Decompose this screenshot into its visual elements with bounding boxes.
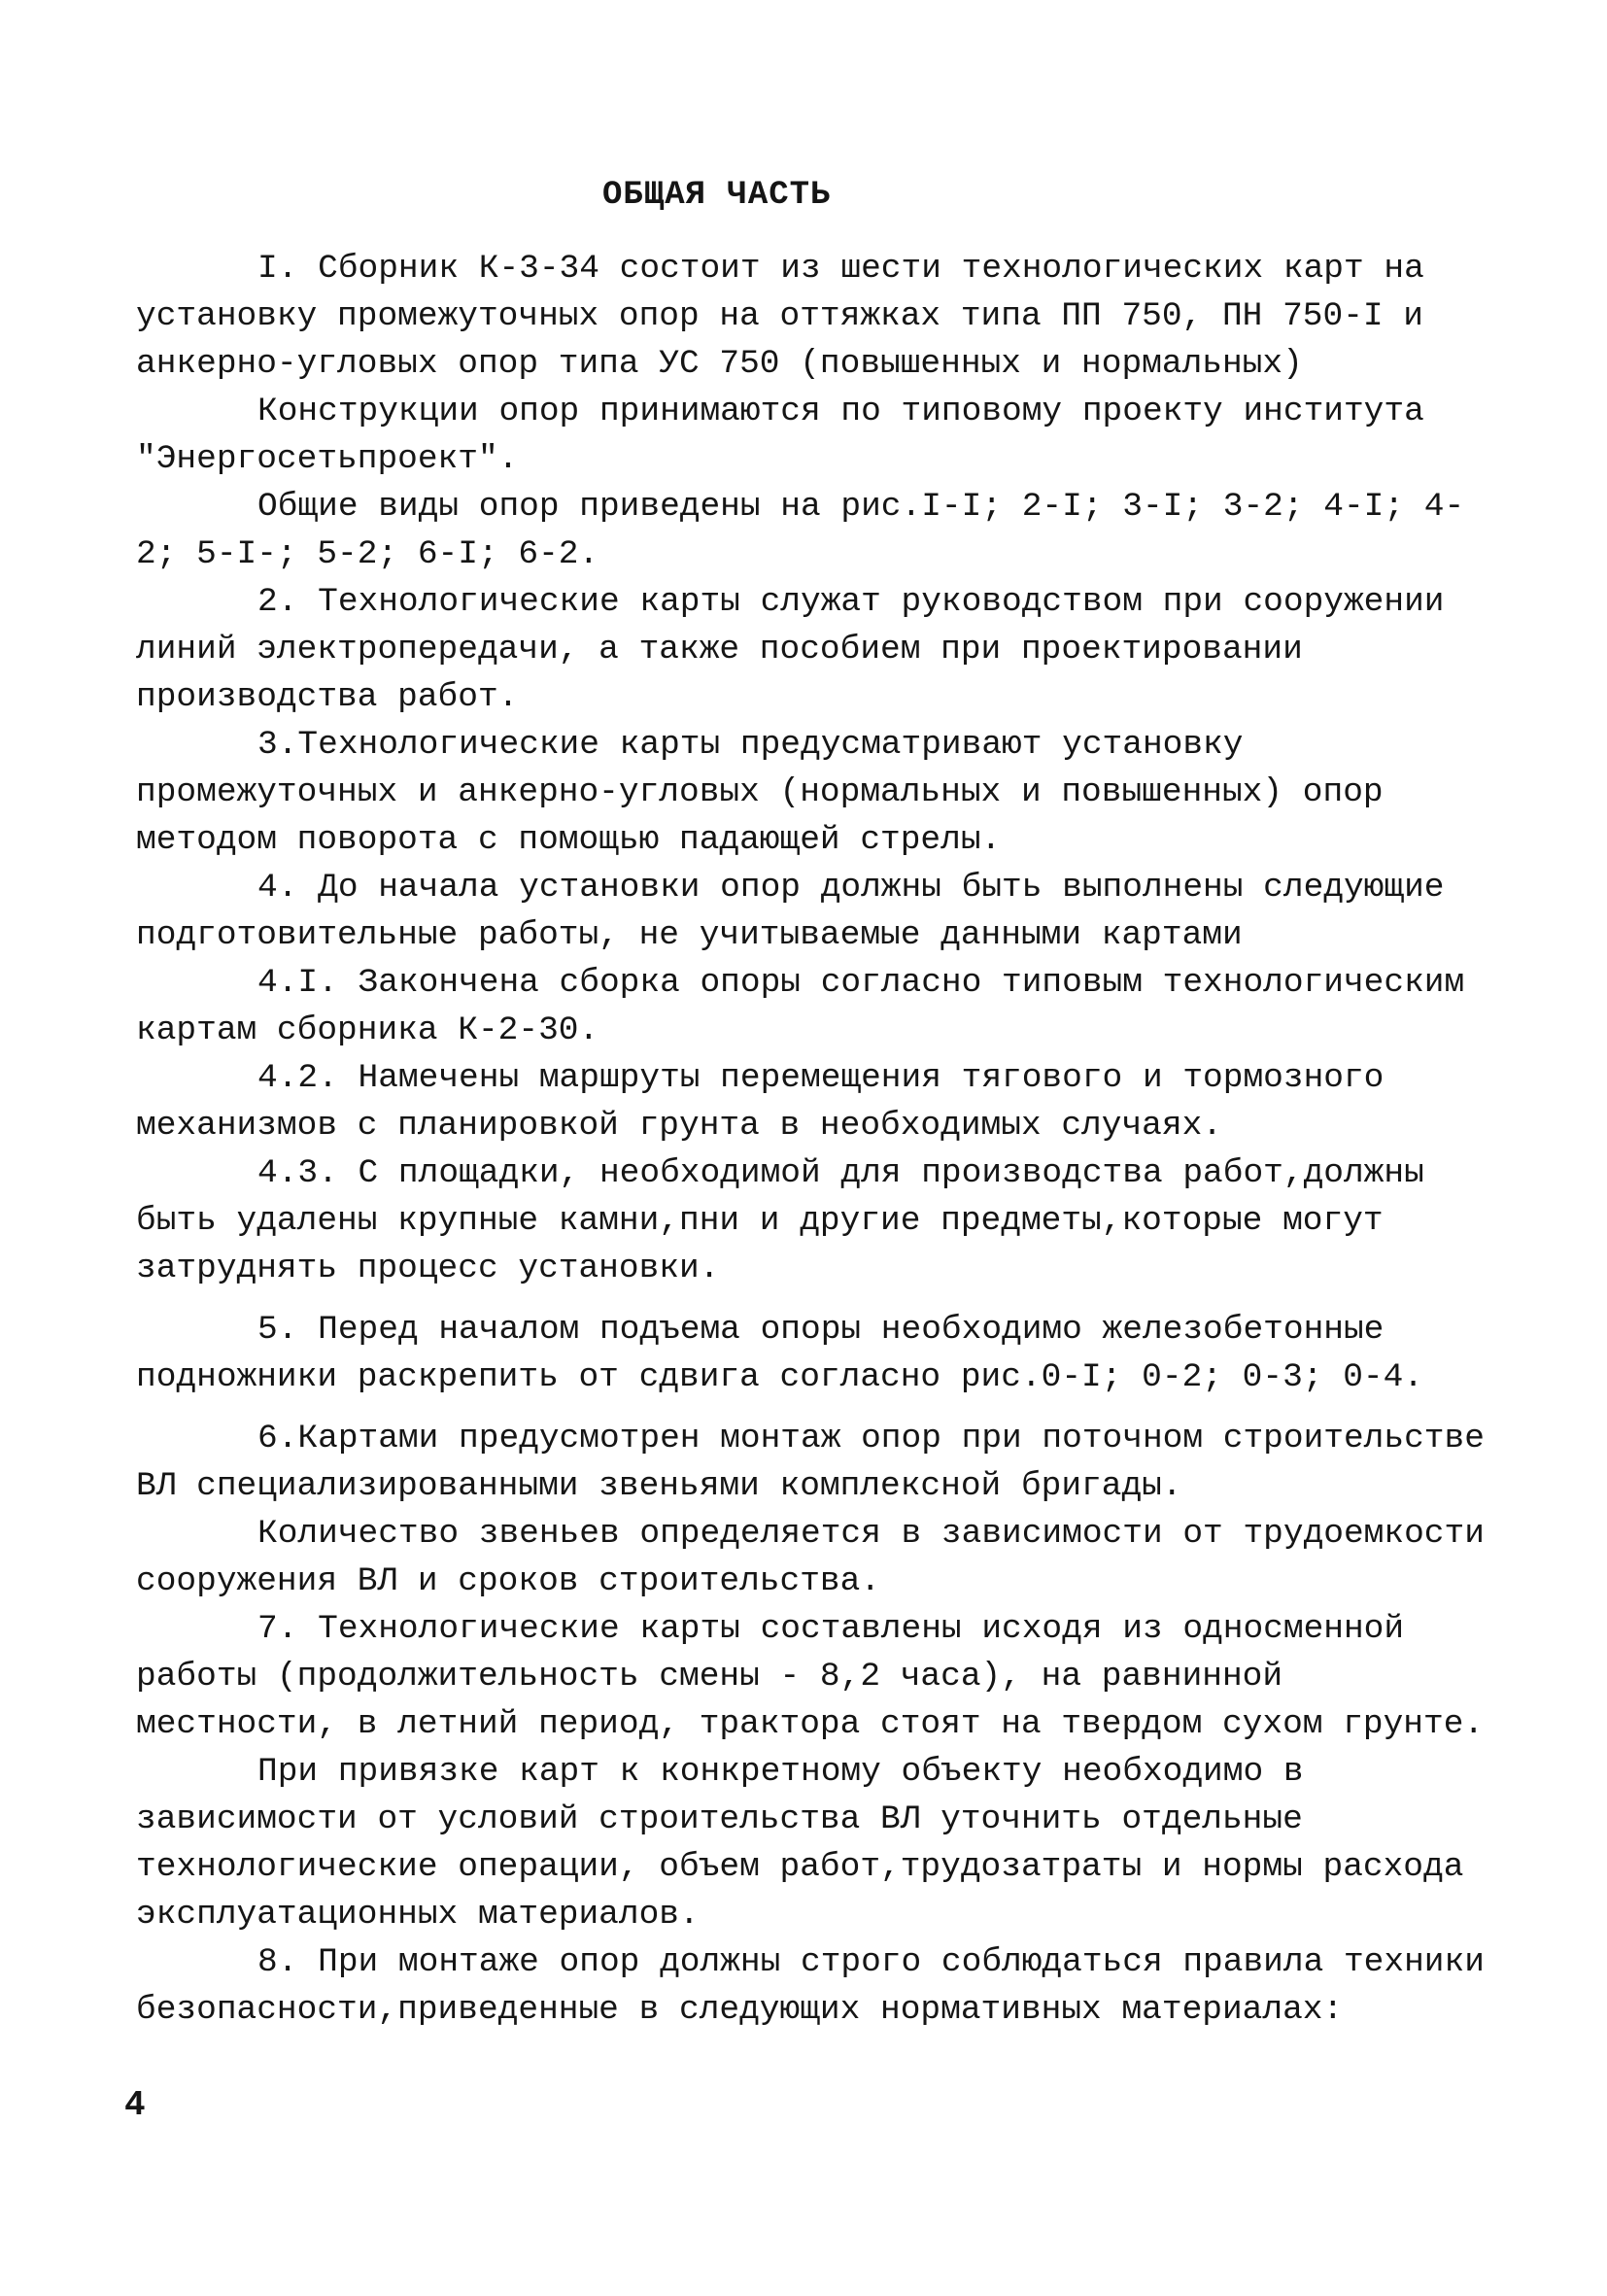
paragraph-9: 4.3. С площадки, необходимой для производства работ,должны быть удалены крупные камни,пни и другие предметы,которые могут затруднять процесс установки.	[136, 1154, 1445, 1287]
paragraph-5: 3.Технологические карты предусматривают установку промежуточных и анкерно-угловых (нормальных и повышенных) опор методом поворота с помощью падающей стрелы.	[136, 726, 1404, 859]
paragraph-7: 4.I. Закончена сборка опоры согласно типовым технологическим картам сборника К-2-30.	[136, 964, 1485, 1049]
paragraph-13: 7. Технологические карты составлены исходя из односменной работы (продолжительность смены - 8,2 часа), на равнинной местности, в летний период, трактора стоят на твердом сухом грунте.	[136, 1610, 1485, 1743]
section-heading: ОБЩАЯ ЧАСТЬ	[602, 177, 832, 214]
paragraph-2: Конструкции опор принимаются по типовому проекту института "Энергосетьпроект".	[136, 393, 1445, 478]
paragraph-3: Общие виды опор приведены на рис.I-I; 2-I; 3-I; 3-2; 4-I; 4-2; 5-I-; 5-2; 6-I; 6-2.	[136, 488, 1465, 573]
paragraph-6: 4. До начала установки опор должны быть выполнены следующие подготовительные работы, не учитываемые данными картами	[136, 869, 1465, 954]
page-number: 4	[124, 2085, 146, 2125]
paragraph-12: Количество звеньев определяется в зависимости от трудоемкости сооружения ВЛ и сроков строительства.	[136, 1515, 1505, 1600]
paragraph-4: 2. Технологические карты служат руководством при сооружении линий электропередачи, а также пособием при проектировании производства работ.	[136, 583, 1465, 716]
paragraph-8: 4.2. Намечены маршруты перемещения тягового и тормозного механизмов с планировкой грунта в необходимых случаях.	[136, 1059, 1405, 1145]
paragraph-11: 6.Картами предусмотрен монтаж опор при поточном строительстве ВЛ специализированными звеньями комплексной бригады.	[136, 1420, 1505, 1505]
paragraph-10: 5. Перед началом подъема опоры необходимо железобетонные подножники раскрепить от сдвига согласно рис.0-I; 0-2; 0-3; 0-4.	[136, 1311, 1424, 1396]
body-text	[136, 245, 1505, 2034]
paragraph-1: I. Сборник К-3-34 состоит из шести технологических карт на установку промежуточных опор на оттяжках типа ПП 750, ПН 750-I и анкерно-угловых опор типа УС 750 (повышенных и нормальных)	[136, 250, 1445, 383]
paragraph-15: 8. При монтаже опор должны строго соблюдаться правила техники безопасности,приведенные в следующих нормативных материалах:	[136, 1943, 1505, 2029]
paragraph-14: При привязке карт к конкретному объекту необходимо в зависимости от условий строительства ВЛ уточнить отдельные технологические операции, объем работ,трудозатраты и нормы расхода эксплуатационных материалов.	[136, 1753, 1485, 1934]
